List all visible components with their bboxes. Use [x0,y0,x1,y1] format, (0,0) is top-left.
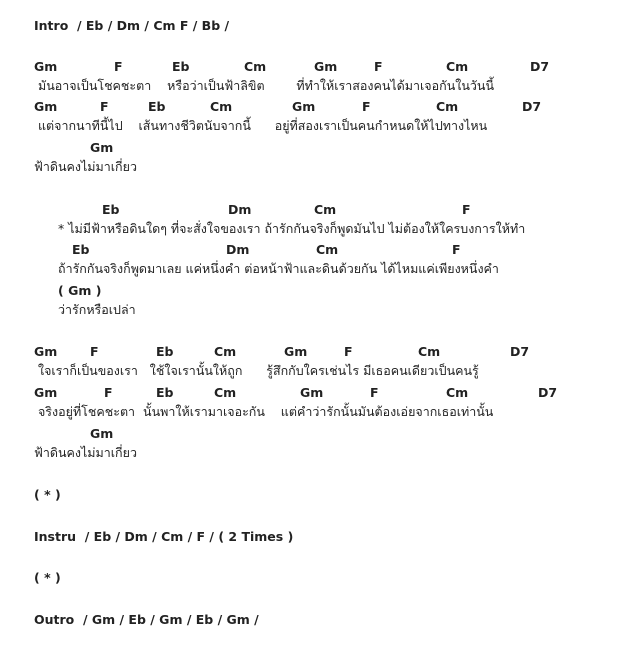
lyric-line: มันอาจเป็นโชคชะตา หรือว่าเป็นฟ้าลิขิต ที่ทำให้เราสองคนได้มาเจอกันในวันนี้ [34,78,495,93]
chord-label: D7 [538,385,558,400]
chord-label: Cm [418,344,441,359]
chord-label: Gm [90,140,114,155]
chord-label: Cm [446,385,469,400]
lyric-line: จริงอยู่ที่โชคชะตา นั้นพาให้เรามาเจอะกัน แต่คำว่ารักนั้นมันต้องเอ่ยจากเธอเท่านั้น [34,404,494,419]
chord-label: F [344,344,353,359]
chord-label: D7 [510,344,530,359]
chord-label: F [90,344,99,359]
instrumental-line: Instru / Eb / Dm / Cm / F / ( 2 Times ) [34,529,294,544]
chord-label: Cm [446,59,469,74]
lyric-line: * ไม่มีฟ้าหรือดินใดๆ ที่จะสั่งใจของเรา ถ้ารักกันจริงก็พูดมันไป ไม่ต้องให้ใครบงการให้ทำ [58,221,526,236]
chord-label: Cm [314,202,337,217]
chord-label: Eb [102,202,120,217]
lyric-line: ใจเราก็เป็นของเรา ใช้ใจเรานั้นให้ถูก รู้สึกกับใครเช่นไร มีเธอคนเดียวเป็นคนรู้ [34,363,479,378]
intro-line: Intro / Eb / Dm / Cm F / Bb / [34,18,230,33]
chord-label: F [114,59,123,74]
lyric-line: ว่ารักหรือเปล่า [58,302,136,317]
lyric-line: ถ้ารักกันจริงก็พูดมาเลย แค่หนึ่งคำ ต่อหน้าฟ้าและดินด้วยกัน ได้ไหมแค่เพียงหนึ่งคำ [58,261,499,276]
chord-label: Dm [226,242,250,257]
chord-label: Gm [314,59,338,74]
chord-label: ( Gm ) [58,283,102,298]
chord-label: Gm [34,59,58,74]
chord-label: F [362,99,371,114]
chord-label: Eb [156,344,174,359]
lyric-line: ฟ้าดินคงไม่มาเกี่ยว [34,445,137,460]
chorus-repeat-marker-1: ( * ) [34,487,61,502]
chord-label: Gm [284,344,308,359]
chord-label: F [370,385,379,400]
chord-label: F [452,242,461,257]
chord-label: Cm [316,242,339,257]
chord-label: Cm [214,385,237,400]
chord-label: Gm [34,385,58,400]
chord-label: Gm [300,385,324,400]
chord-label: Cm [436,99,459,114]
chord-label: D7 [530,59,550,74]
chord-label: F [104,385,113,400]
outro-line: Outro / Gm / Eb / Gm / Eb / Gm / [34,612,259,627]
chord-label: F [374,59,383,74]
chord-label: D7 [522,99,542,114]
lyric-line: ฟ้าดินคงไม่มาเกี่ยว [34,159,137,174]
chorus-repeat-marker-2: ( * ) [34,570,61,585]
chord-label: Cm [214,344,237,359]
chord-label: Dm [228,202,252,217]
lyric-line: แต่จากนาทีนี้ไป เส้นทางชีวิตนับจากนี้ อยู่ที่สองเราเป็นคนกำหนดให้ไปทางไหน [34,118,488,133]
chord-label: Eb [156,385,174,400]
chord-label: Eb [72,242,90,257]
chord-label: Gm [90,426,114,441]
chord-label: Cm [244,59,267,74]
chord-label: Gm [34,99,58,114]
chord-label: Eb [172,59,190,74]
chord-label: F [462,202,471,217]
chord-label: Gm [292,99,316,114]
chord-label: Eb [148,99,166,114]
chord-label: F [100,99,109,114]
chord-label: Gm [34,344,58,359]
chord-label: Cm [210,99,233,114]
